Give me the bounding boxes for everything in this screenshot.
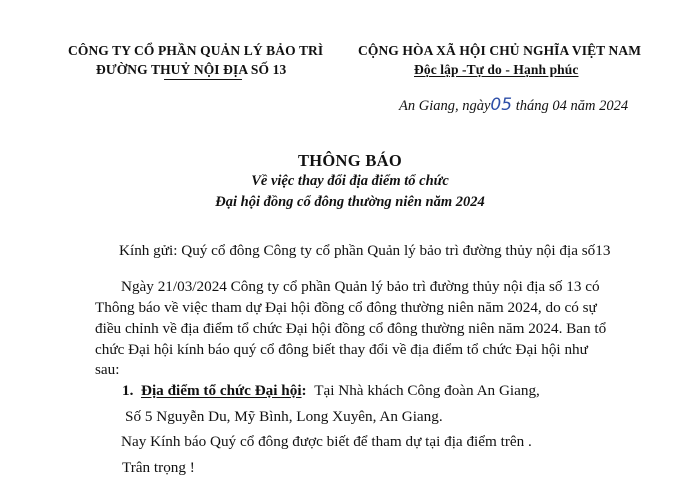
regards: Trân trọng ! bbox=[122, 459, 195, 476]
company-underline bbox=[164, 79, 242, 80]
dateline bbox=[399, 95, 628, 115]
paragraph-line: sau: bbox=[95, 361, 120, 378]
item-label: Địa điểm tổ chức Đại hội bbox=[140, 382, 302, 399]
salutation: Kính gửi: Quý cổ đông Công ty cổ phần Quản lý bảo trì đường thủy nội địa số13 bbox=[119, 242, 611, 259]
company-name-line1: CÔNG TY CỔ PHẦN QUẢN LÝ BẢO TRÌ bbox=[68, 43, 324, 58]
paragraph-line: Ngày 21/03/2024 Công ty cổ phần Quản lý bảo trì đường thủy nội địa số 13 có bbox=[121, 278, 600, 295]
paragraph-line: chức Đại hội kính báo quý cổ đông biết thay đổi về địa điểm tổ chức Đại hội như bbox=[95, 341, 588, 358]
item-number: 1. bbox=[122, 382, 134, 399]
location-address: Số 5 Nguyễn Du, Mỹ Bình, Long Xuyên, An Giang. bbox=[125, 408, 443, 425]
national-motto: Độc lập -Tự do - Hạnh phúc bbox=[414, 62, 579, 77]
company-name-line2: ĐƯỜNG THUỶ NỘI ĐỊA SỐ 13 bbox=[96, 62, 287, 77]
item-colon: : bbox=[301, 382, 307, 399]
notice-subtitle-line2: Đại hội đồng cổ đông thường niên năm 2024 bbox=[215, 194, 485, 210]
dateline-suffix: tháng 04 năm 2024 bbox=[512, 98, 629, 114]
closing-note: Nay Kính báo Quý cổ đông được biết để tham dự tại địa điểm trên . bbox=[121, 433, 532, 450]
location-item bbox=[122, 382, 540, 400]
notice-title: THÔNG BÁO bbox=[297, 151, 402, 170]
notice-subtitle-line1: Về việc thay đổi địa điểm tổ chức bbox=[251, 173, 449, 189]
paragraph-line: điều chỉnh về địa điểm tổ chức Đại hội đồng cổ đông thường niên năm 2024. Ban tổ bbox=[95, 320, 607, 337]
paragraph-line: Thông báo về việc tham dự Đại hội đồng cổ đông thường niên năm 2024, do có sự bbox=[95, 299, 597, 316]
item-value: Tại Nhà khách Công đoàn An Giang, bbox=[314, 382, 540, 399]
dateline-day: 05 bbox=[490, 95, 513, 115]
dateline-prefix: An Giang, ngày bbox=[399, 98, 491, 114]
national-title: CỘNG HÒA XÃ HỘI CHỦ NGHĨA VIỆT NAM bbox=[358, 43, 642, 58]
